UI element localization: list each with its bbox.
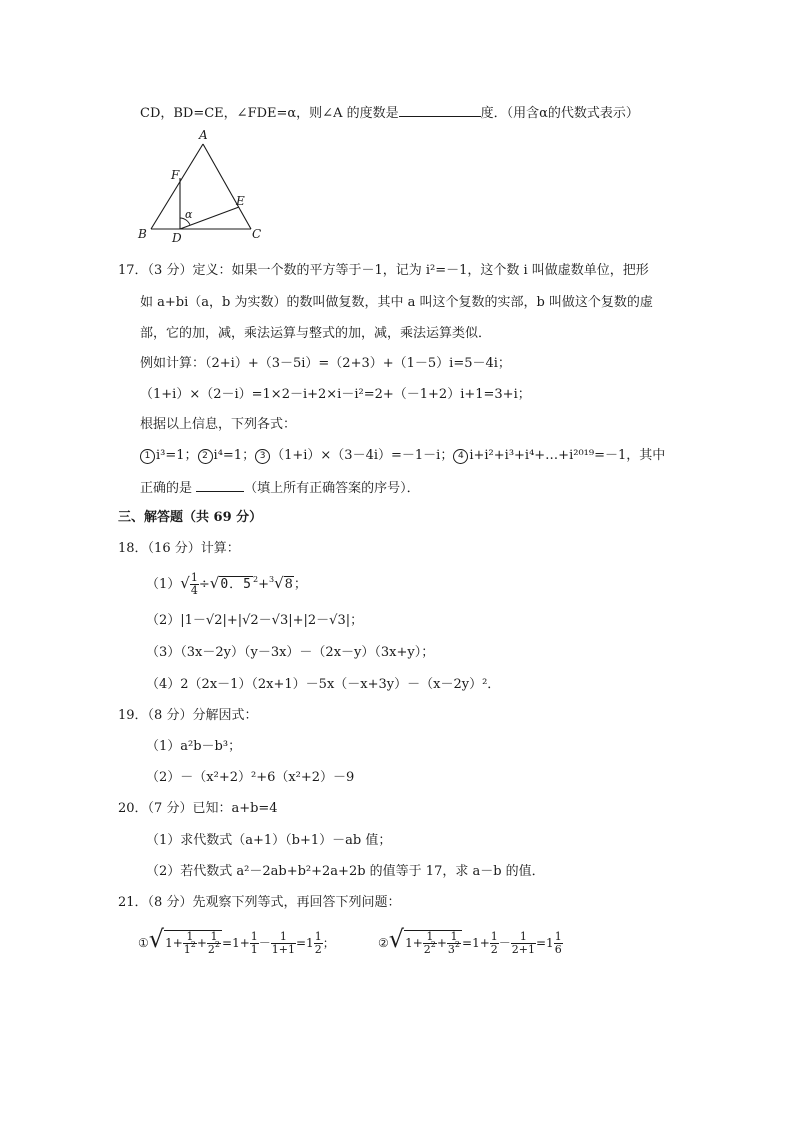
- label-b: B: [138, 227, 147, 241]
- q18-part-4: （4）2（2x－1）（2x+1）－5x（－x+3y）－（x－2y）²．: [146, 677, 501, 692]
- q20-part-2: （2）若代数式 a²－2ab+b²+2a+2b 的值等于 17，求 a－b 的值．: [146, 864, 545, 879]
- q21-equation-2: ②√1+ $\frac{1}{2^2}$ + $\frac{1}{3^2}$ =1+ $\frac{1}{2}$ － $\frac{1}{2+1}$ =1 $\frac{1}{6}$: [378, 925, 562, 956]
- q18-heading: 18．（16 分）计算：: [118, 541, 240, 556]
- q17-option-4: i+i²+i³+i⁴+…+i²⁰¹⁹=－1，其中: [469, 448, 666, 463]
- q18-part-1: [146, 572, 307, 604]
- circled-4-icon: 4: [453, 449, 468, 464]
- q21-eq1-mark: ①: [138, 936, 149, 950]
- circled-2-icon: 2: [198, 449, 213, 464]
- q20-heading: 20．（7 分）已知：a+b=4: [118, 801, 278, 816]
- label-a: A: [199, 128, 208, 142]
- q16-answer-blank[interactable]: [399, 103, 481, 117]
- label-alpha: α: [185, 208, 193, 221]
- q17-line-8-a: 正确的是: [140, 481, 193, 496]
- triangle-figure: [135, 128, 265, 246]
- label-e: E: [236, 194, 245, 208]
- side-ac: [203, 144, 251, 229]
- q21-eq2-radicand: 1+ $\frac{1}{2^2}$ + $\frac{1}{3^2}$: [405, 930, 461, 956]
- label-d: D: [172, 231, 182, 245]
- fraction-denominator: 4: [190, 584, 198, 597]
- q20-part-1: （1）求代数式（a+1）（b+1）－ab 值；: [146, 833, 392, 848]
- q17-line-4: 例如计算：（2+i）+（3－5i）=（2+3）+（1－5）i=5－4i；: [140, 356, 511, 371]
- fraction: $\frac{1}{2+1}$: [511, 930, 535, 956]
- q17-option-1: i³=1；: [156, 448, 198, 463]
- q18-p1-mid: 0．5: [220, 577, 252, 592]
- q17-options-line: [140, 447, 665, 465]
- fraction: $\frac{1}{1}$: [250, 930, 258, 956]
- q21-eq2-mark: ②: [378, 936, 389, 950]
- q19-part-1: （1）a²b－b³；: [146, 739, 242, 754]
- circled-3-icon: 3: [255, 449, 270, 464]
- fraction: $\frac{1}{6}$: [554, 930, 562, 956]
- cube-root-index: 3: [268, 575, 275, 584]
- label-f: F: [171, 168, 180, 182]
- semicolon: ；: [293, 577, 307, 592]
- q17-line-2: 如 a+bi（a，b 为实数）的数叫做复数，其中 a 叫这个复数的实部，b 叫做这个复数的虚: [140, 295, 653, 310]
- fraction-1-4: [190, 572, 199, 597]
- q16-stem-line: [140, 103, 639, 123]
- fraction: $\frac{1}{2}$: [314, 930, 322, 956]
- divide-sign: ÷: [198, 577, 210, 592]
- circled-1-icon: 1: [140, 449, 155, 464]
- radical-icon: √: [209, 574, 220, 592]
- radical-icon: √: [148, 925, 165, 953]
- q19-part-2: （2）－（x²+2）²+6（x²+2）－9: [146, 770, 355, 785]
- q17-line-8-b: （填上所有正确答案的序号）．: [244, 481, 420, 496]
- fraction-numerator: 1: [190, 571, 198, 584]
- q17-line-6: 根据以上信息，下列各式：: [140, 417, 297, 432]
- q17-line-8: [140, 478, 420, 498]
- q17-answer-blank[interactable]: [196, 478, 244, 492]
- section-3-heading: 三、解答题（共 69 分）: [118, 510, 263, 525]
- q17-line-1: 17．（3 分）定义：如果一个数的平方等于－1，记为 i²=－1，这个数 i 叫做虚数单位，把形: [118, 263, 649, 278]
- q17-option-2: i⁴=1；: [213, 448, 256, 463]
- q17-line-5: （1+i）×（2－i）=1×2－i+2×i－i²=2+（－1+2）i+1=3+i；: [140, 387, 531, 402]
- q18-p1-label: （1）: [146, 577, 181, 592]
- label-c: C: [252, 227, 262, 241]
- q16-text-b: 度．（用含α的代数式表示）: [480, 106, 639, 121]
- radical-icon: √: [180, 574, 190, 592]
- fraction: $\frac{1}{2}$: [490, 930, 498, 956]
- q17-option-3: （1+i）×（3－4i）=－1－i；: [271, 448, 454, 463]
- q17-line-3: 部，它的加，减，乘法运算与整式的加，减，乘法运算类似．: [140, 326, 492, 341]
- q19-heading: 19．（8 分）分解因式：: [118, 708, 258, 723]
- q16-text-a: CD，BD=CE，∠FDE=α，则∠A 的度数是: [140, 106, 399, 121]
- side-ab: [151, 144, 203, 229]
- square-exponent: 2: [252, 575, 259, 584]
- fraction: $\frac{1}{1+1}$: [271, 930, 295, 956]
- radical-icon: √: [274, 574, 284, 592]
- q21-eq1-radicand: 1+ $\frac{1}{1^2}$ + $\frac{1}{2^2}$: [165, 930, 221, 956]
- q18-p1-tail: 8: [284, 577, 293, 592]
- q21-equation-1: ①√1+ $\frac{1}{1^2}$ + $\frac{1}{2^2}$ =1+ $\frac{1}{1}$ － $\frac{1}{1+1}$ =1 $\frac{1}{2}$ ；: [138, 925, 335, 956]
- plus-sign: +: [258, 577, 269, 592]
- radical-icon: √: [388, 925, 405, 953]
- q18-part-3: （3）（3x－2y）（y－3x）－（2x－y）（3x+y）；: [146, 645, 435, 660]
- q21-heading: 21．（8 分）先观察下列等式，再回答下列问题：: [118, 895, 401, 910]
- q18-part-2: （2）|1－√2|+|√2－√3|+|2－√3|；: [146, 613, 364, 628]
